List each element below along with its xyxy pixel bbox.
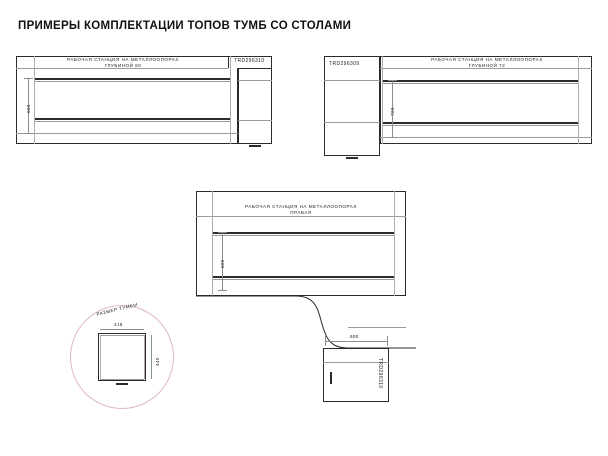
right-top-pedestal-outline [324,56,380,156]
left-top-dim-tick-top [24,78,33,79]
bottom-shelf-1 [212,232,394,234]
detail-caption: РАЗМЕР ТУМБЫ [96,301,139,317]
right-top-desk-outline [380,56,592,144]
detail-dim-w-line [100,329,144,330]
detail-cabinet-outline [98,333,146,381]
bottom-shelf-1-edge [212,235,394,236]
detail-cabinet-handle [116,383,128,385]
right-top-base-rule [380,137,592,138]
left-top-shelf-1 [34,78,230,80]
right-top-code: TRD296309 [329,61,360,67]
detail-dim-w-label: 418 [114,322,123,327]
left-top-pedestal-rule-2 [238,120,272,121]
detail-dim-h-line [151,335,152,379]
left-top-guide-right [230,56,231,144]
bottom-guide-left [212,191,213,296]
bottom-dim-v-label: 800 [220,259,225,268]
bottom-caption-2: ПРАВАЯ [290,209,312,215]
right-top-caption-2: ГЛУБИНОЙ 72 [468,62,506,68]
right-top-guide-right [578,56,579,144]
bottom-guide-right [394,191,395,296]
right-top-pedestal-rule-2 [324,122,380,123]
bottom-caption-rule [196,216,406,217]
left-top-pedestal-handle [249,145,261,147]
bottom-dim-h-line [325,341,387,342]
left-top-shelf-2 [34,118,230,120]
left-top-caption-rule [16,68,228,69]
left-top-caption-1: РАБОЧАЯ СТАНЦИЯ НА МЕТАЛЛООПОРАХ [67,57,179,62]
detail-cabinet-inner-bottom [100,379,144,380]
bottom-pedestal-handle [330,372,332,384]
right-top-shelf-1 [382,80,578,82]
bottom-arm-rule [348,327,406,328]
detail-cabinet-inner-left [100,335,101,379]
right-top-shelf-2 [382,122,578,124]
right-top-dim-tick-top [388,80,397,81]
bottom-dim-h-tick-left [325,336,326,346]
bottom-dim-v-tick-top [218,232,227,233]
left-top-code: TRD296310 [234,58,265,64]
detail-dim-h-label: 440 [155,357,160,366]
left-top-caption-2: ГЛУБИНОЙ 60 [104,62,142,68]
bottom-code: TRD296310 [377,358,383,389]
left-top-shelf-2-edge [34,121,230,122]
left-top-shelf-1-edge [34,81,230,82]
right-top-guide-left [382,56,383,144]
bottom-shelf-2-edge [212,279,394,280]
right-top-dim-tick-bottom [388,137,397,138]
right-top-pedestal-rule-1 [324,80,380,81]
detail-cabinet-inner-top [100,335,144,336]
page-title: ПРИМЕРЫ КОМПЛЕКТАЦИИ ТОПОВ ТУМБ СО СТОЛАМИ [18,20,352,32]
bottom-caption-1: РАБОЧАЯ СТАНЦИЯ НА МЕТАЛЛООПОРАХ [245,204,357,209]
right-top-dim-label: 720 [390,107,395,116]
right-top-shelf-2-edge [382,125,578,126]
bottom-dim-h-tick-right [387,336,388,346]
left-top-pedestal-rule-1 [238,80,272,81]
left-top-dim-label: 600 [26,104,31,113]
right-top-shelf-1-edge [382,83,578,84]
right-top-caption-rule [380,68,592,69]
right-top-pedestal-handle [346,157,358,159]
bottom-shelf-2 [212,276,394,278]
right-top-caption-1: РАБОЧАЯ СТАНЦИЯ НА МЕТАЛЛООПОРАХ [431,57,543,62]
detail-cabinet-inner-right [144,335,145,379]
bottom-dim-h-label: 600 [350,334,359,339]
left-top-desk-outline [16,56,238,144]
left-top-guide-left [34,56,35,144]
left-top-dim-tick-bottom [24,133,33,134]
left-top-base-rule [16,133,238,134]
